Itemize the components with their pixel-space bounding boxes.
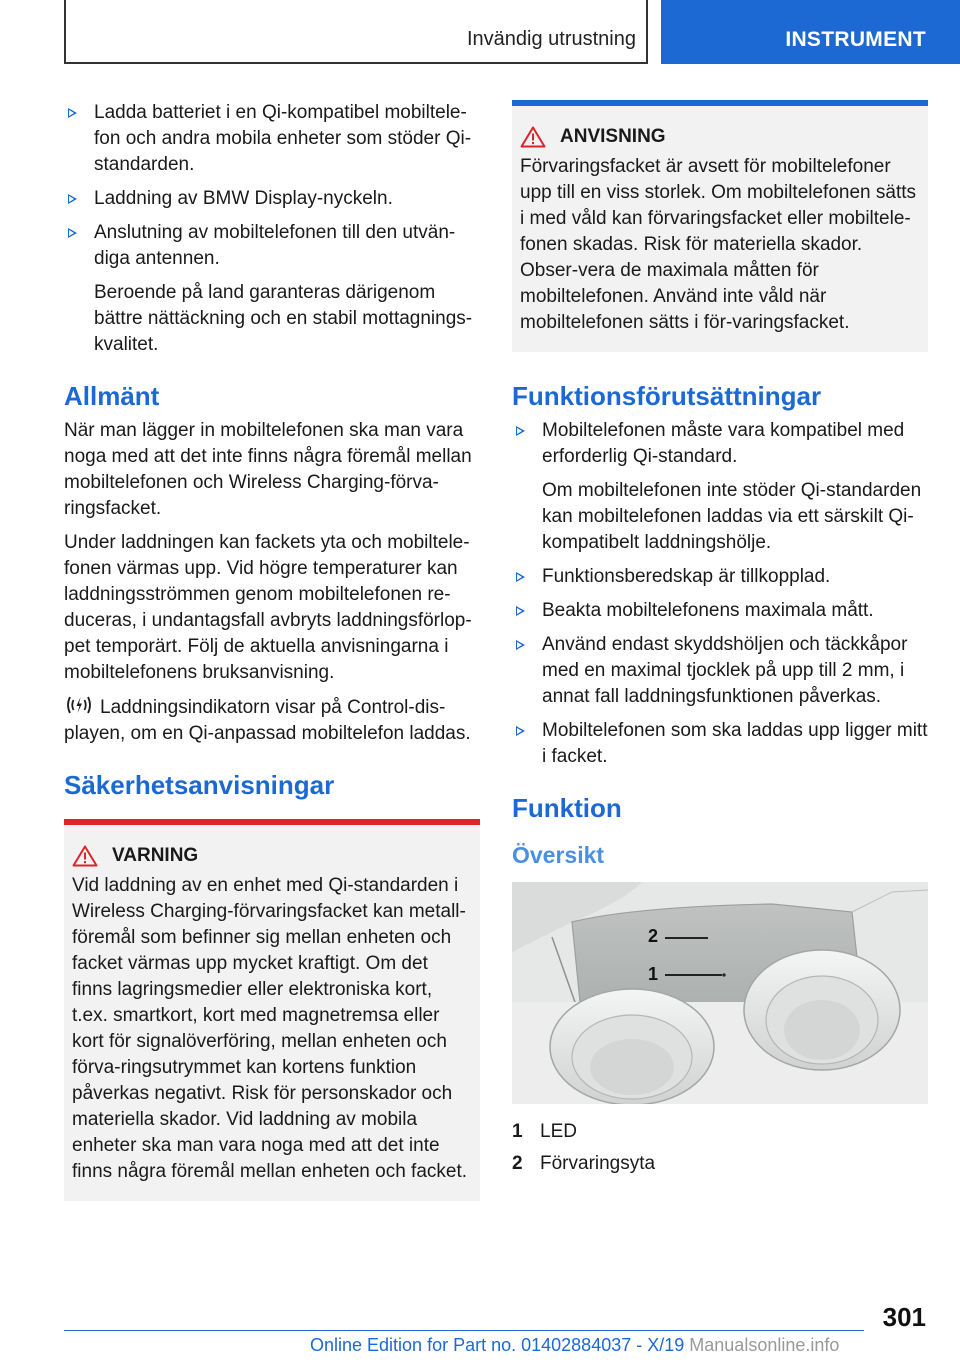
section-heading-general: Allmänt <box>64 381 160 411</box>
note-text: Förvaringsfacket är avsett för mobiltelefoner upp till en viss storlek. Om mobiltelefonen sätts i med våld kan förvaringsfacket eller mobiltele-fonen skadas. Risk för materiella skador. Obser-vera de maximala måtten för mobiltelefonen. Använd inte våld när mobiltelefonen sätts i för-varingsfacket. <box>520 156 917 333</box>
list-item <box>512 564 928 590</box>
console-drawing <box>512 882 928 1104</box>
bullet-triangle-icon <box>516 640 525 650</box>
list-item-subtext: Beroende på land garanteras därigenom bättre nättäckning och en stabil mottagnings-kvalitet. <box>94 282 473 355</box>
legend-row <box>512 1116 928 1148</box>
list-item-text: Laddning av BMW Display-nyckeln. <box>94 188 393 209</box>
feature-list <box>64 100 480 358</box>
list-item <box>64 220 480 358</box>
list-item-text: Ladda batteriet i en Qi-kompatibel mobiltele-fon och andra mobila enheter som stöder Qi-standarden. <box>94 102 472 175</box>
footer-edition <box>310 1335 839 1356</box>
warning-title: VARNING <box>112 845 199 866</box>
section-heading-function: Funktion <box>512 793 622 823</box>
list-item-text: Beakta mobiltelefonens maximala mått. <box>542 600 874 621</box>
right-column <box>512 100 928 1180</box>
section-heading-safety: Säkerhetsanvisningar <box>64 770 335 800</box>
list-item <box>64 100 480 178</box>
list-item <box>512 718 928 770</box>
note-box <box>512 100 928 352</box>
list-item-text: Anslutning av mobiltelefonen till den utvän-diga antennen. <box>94 222 456 269</box>
charging-tray-illustration <box>512 882 928 1104</box>
prerequisite-list <box>512 418 928 770</box>
edition-text: Online Edition for Part no. 01402884037 - X/19 <box>310 1335 685 1355</box>
bullet-triangle-icon <box>516 572 525 582</box>
list-item-subtext: Om mobiltelefonen inte stöder Qi-standarden kan mobiltelefonen laddas via ett särskilt Qi-kompatibelt laddningshölje. <box>542 480 922 553</box>
warning-box <box>64 819 480 1201</box>
page-number: 301 <box>882 1302 926 1332</box>
notice-triangle-icon <box>520 126 546 148</box>
header-section-tab <box>661 0 960 64</box>
warning-triangle-icon <box>72 845 98 867</box>
section-title: INSTRUMENT <box>785 28 926 51</box>
bullet-triangle-icon <box>68 194 77 204</box>
note-title: ANVISNING <box>560 126 666 147</box>
list-item-text: Mobiltelefonen måste vara kompatibel med erforderlig Qi-standard. <box>542 420 905 467</box>
charging-indicator-paragraph <box>64 694 480 747</box>
chapter-title: Invändig utrustning <box>466 28 636 50</box>
legend-label: LED <box>540 1121 577 1142</box>
paragraph: Under laddningen kan fackets yta och mobiltele-fonen värmas upp. Vid högre temperaturer kan laddningsströmmen genom mobiltelefonen re-duceras, i undantagsfall avbryts laddningsförlop-pet temporärt. Följ de aktuella anvisningarna i mobiltelefonens bruksanvisning. <box>64 532 472 683</box>
header-chapter-box <box>64 0 648 64</box>
bullet-triangle-icon <box>516 606 525 616</box>
indicator-text: Laddningsindikatorn visar på Control-dis-playen, om en Qi-anpassad mobiltelefon laddas. <box>64 697 471 744</box>
warning-text: Vid laddning av en enhet med Qi-standarden i Wireless Charging-förvaringsfacket kan metall-föremål som befinner sig mellan enheten och facket värmas upp mycket kraftigt. Om det finns lagringsmedier eller elektroniska kort, t.ex. smartkort, kort med magnetremsa eller kort för signalöverföring, mellan enheten och förva-ringsutrymmet kan kortens funktion påverkas negativt. Risk för personskador och materiella skador. Vid laddning av mobila enheter ska man vara noga med att det inte finns några föremål mellan enheten och facket. <box>72 875 468 1182</box>
list-item-text: Funktionsberedskap är tillkopplad. <box>542 566 831 587</box>
section-heading-prerequisites: Funktionsförutsättningar <box>512 381 822 411</box>
legend-number: 1 <box>512 1121 523 1142</box>
figure-legend <box>512 1116 928 1180</box>
subsection-heading-overview: Översikt <box>512 842 605 868</box>
figure-label-1: 1 <box>648 964 659 984</box>
legend-row <box>512 1148 928 1180</box>
list-item-text: Mobiltelefonen som ska laddas upp ligger mitt i facket. <box>542 720 928 767</box>
bullet-triangle-icon <box>68 108 77 118</box>
bullet-triangle-icon <box>516 426 525 436</box>
bullet-triangle-icon <box>68 228 77 238</box>
wireless-charging-icon <box>64 694 94 716</box>
paragraph: När man lägger in mobiltelefonen ska man vara noga med att det inte finns några föremål mellan mobiltelefonen och Wireless Charging-förva-ringsfacket. <box>64 420 472 519</box>
legend-label: Förvaringsyta <box>540 1153 656 1174</box>
watermark-site: Manualsonline.info <box>689 1335 840 1355</box>
footer-divider <box>64 1330 864 1331</box>
list-item <box>512 598 928 624</box>
list-item <box>512 418 928 556</box>
list-item <box>64 186 480 212</box>
bullet-triangle-icon <box>516 726 525 736</box>
list-item-text: Använd endast skyddshöljen och täckkåpor med en maximal tjocklek på upp till 2 mm, i annat fall laddningsfunktionen påverkas. <box>542 634 908 707</box>
legend-number: 2 <box>512 1153 523 1174</box>
figure-label-2: 2 <box>648 926 659 946</box>
left-column <box>64 100 480 1201</box>
list-item <box>512 632 928 710</box>
